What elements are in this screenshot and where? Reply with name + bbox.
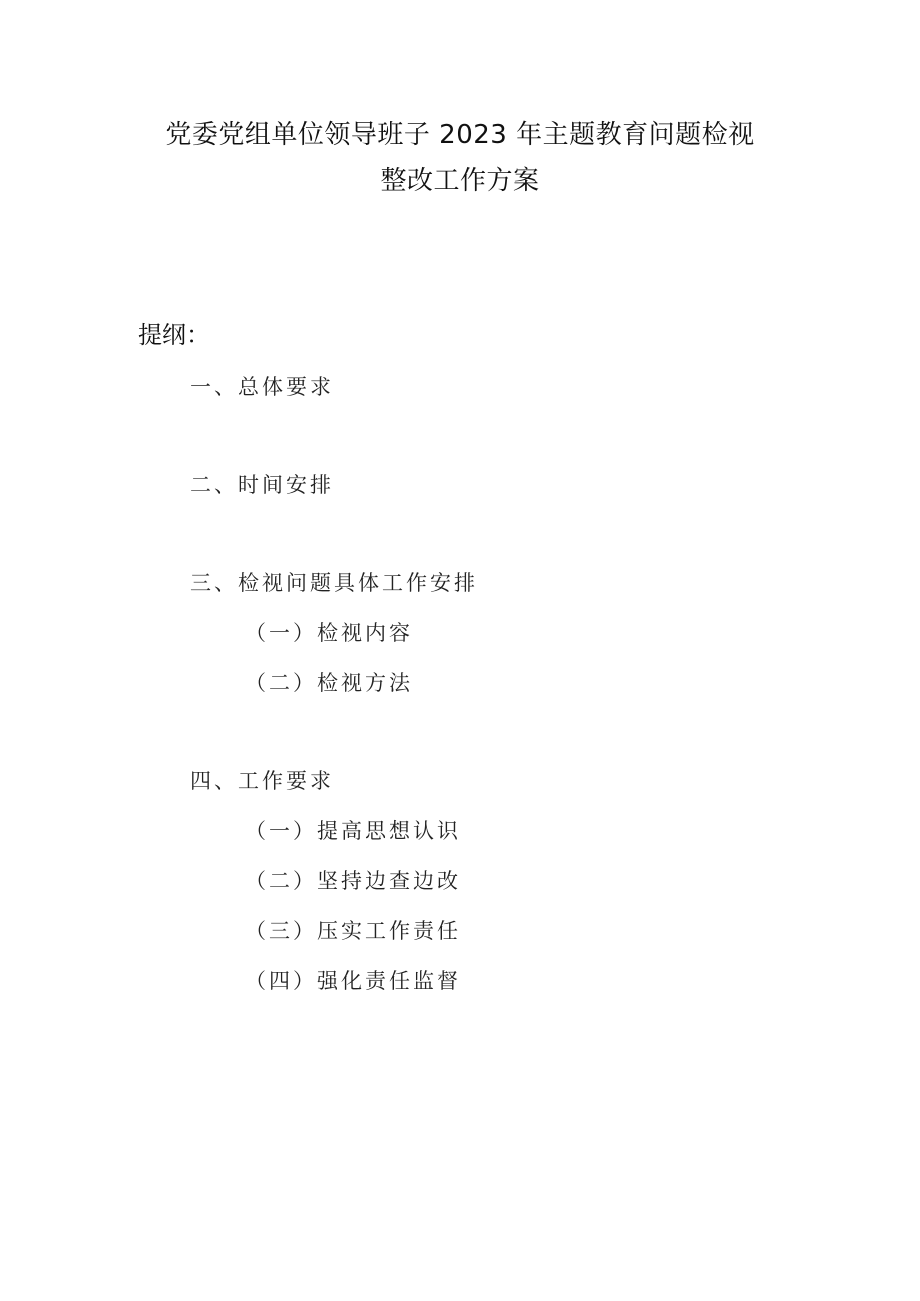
section-heading-general-requirements: 一、总体要求: [190, 375, 334, 399]
section-heading-work-requirements: 四、工作要求: [190, 769, 334, 793]
subsection-raise-awareness: （一）提高思想认识: [245, 819, 461, 843]
subsection-supervision: （四）强化责任监督: [245, 969, 461, 993]
subsection-inspect-and-rectify: （二）坚持边查边改: [245, 869, 461, 893]
subsection-inspection-method: （二）检视方法: [245, 671, 413, 695]
title-line-1: 党委党组单位领导班子 2023 年主题教育问题检视: [165, 120, 755, 150]
subsection-responsibility: （三）压实工作责任: [245, 919, 461, 943]
section-heading-inspection-arrangement: 三、检视问题具体工作安排: [190, 571, 478, 595]
section-heading-schedule: 二、时间安排: [190, 473, 334, 497]
document-title: [0, 112, 920, 204]
outline-label: 提纲：: [138, 321, 210, 349]
title-line-2: 整改工作方案: [380, 166, 540, 196]
subsection-inspection-content: （一）检视内容: [245, 621, 413, 645]
